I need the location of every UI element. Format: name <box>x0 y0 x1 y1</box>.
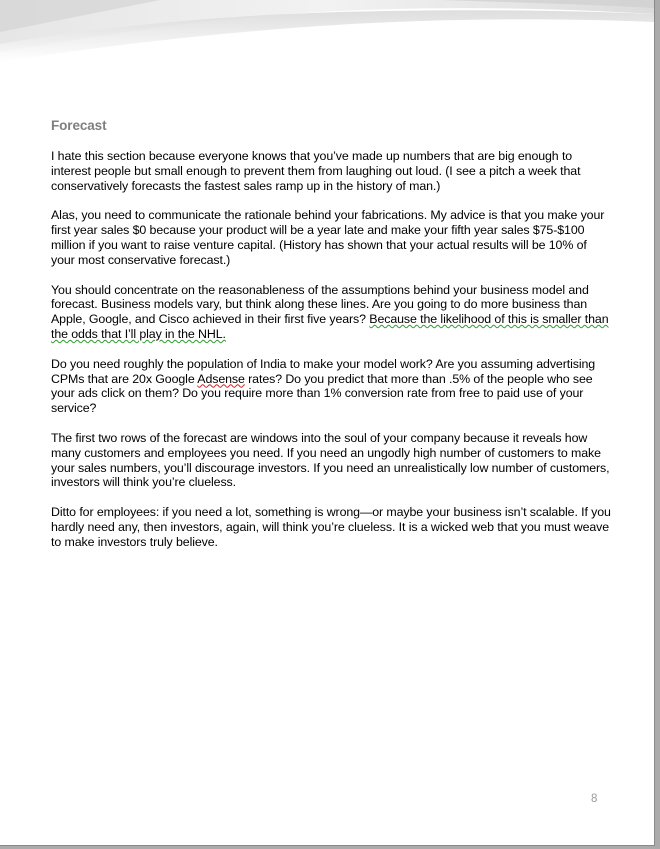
paragraph-4-text-end: rates? Do you predict that more than .5% of the people who see your ads click on them? Do you require more than 1% conversion rate from free to paid use of your service? <box>51 371 593 416</box>
document-body <box>51 118 611 565</box>
paragraph-4 <box>51 357 611 416</box>
paragraph-6: Ditto for employees: if you need a lot, something is wrong—or maybe your business isn’t scalable. If you hardly need any, then investors, again, will think you’re clueless. It is a wicked web that you must weave to make investors truly believe. <box>51 505 611 549</box>
page-number: 8 <box>591 793 598 805</box>
grammar-flagged-sentence: Because the likelihood of this is smaller than the odds that I’ll play in the NHL. <box>51 312 609 341</box>
paragraph-3-text: You should concentrate on the reasonableness of the assumptions behind your business model and forecast. Business models vary, but think along these lines. Are you going to do more business than Apple, Google, and Cisco achieved in their first five years? <box>51 282 589 327</box>
header-swoosh-decoration <box>0 0 654 80</box>
section-heading: Forecast <box>51 118 107 133</box>
spelling-flagged-word: Adsense <box>197 371 245 386</box>
paragraph-3 <box>51 283 611 342</box>
paragraph-2: Alas, you need to communicate the rationale behind your fabrications. My advice is that you make your first year sales $0 because your product will be a year late and make your fifth year sales $75-$100 million if you want to raise venture capital. (History has shown that your actual results will be 10% of your most conservative forecast.) <box>51 208 605 267</box>
paragraph-1: I hate this section because everyone knows that you’ve made up numbers that are big enough to interest people but small enough to prevent them from laughing out loud. (I see a pitch a week that conservatively forecasts the fastest sales ramp up in the history of man.) <box>51 149 581 193</box>
paragraph-4-text-start: Do you need roughly the population of India to make your model work? Are you assuming advertising CPMs that are 20x Google <box>51 356 596 386</box>
paragraph-5: The first two rows of the forecast are windows into the soul of your company because it reveals how many customers and employees you need. If you need an ungodly high number of customers to make your sales numbers, you’ll discourage investors. If you need an unrealistically low number of customers, investors will think you’re clueless. <box>51 430 610 490</box>
